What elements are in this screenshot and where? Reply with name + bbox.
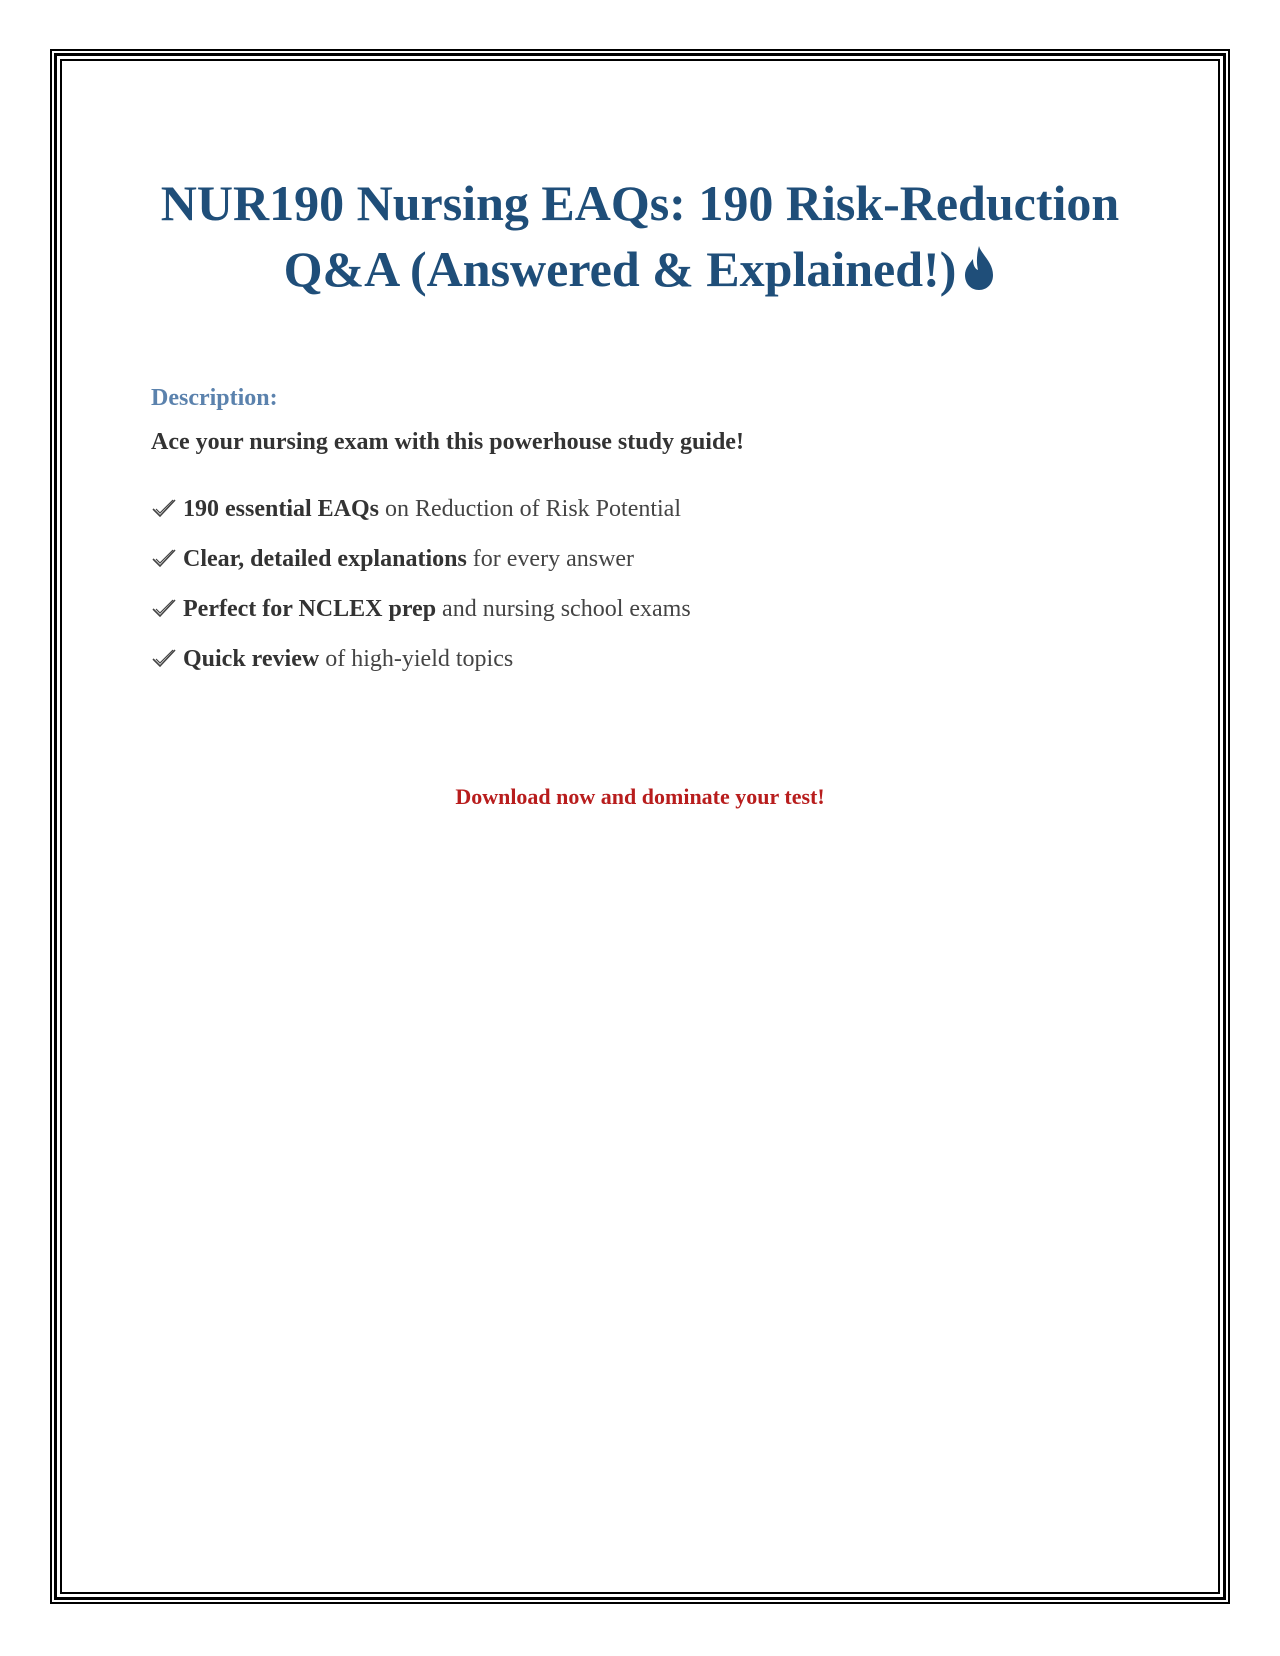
- feature-text: and nursing school exams: [442, 596, 691, 622]
- feature-highlight: Quick review: [183, 646, 320, 672]
- list-item: [151, 644, 691, 694]
- list-item: [151, 594, 691, 644]
- title-line-2: Q&A (Answered & Explained!): [283, 241, 957, 297]
- title-line-1: NUR190 Nursing EAQs: 190 Risk-Reduction: [160, 175, 1120, 231]
- check-mark-icon: [151, 547, 177, 569]
- feature-text: of high-yield topics: [325, 646, 514, 672]
- call-to-action: Download now and dominate your test!: [455, 784, 825, 809]
- feature-highlight: Clear, detailed explanations: [183, 546, 467, 572]
- check-mark-icon: [151, 497, 177, 519]
- feature-text: for every answer: [472, 546, 635, 572]
- list-item: [151, 544, 691, 594]
- check-mark-icon: [151, 647, 177, 669]
- list-item: [151, 494, 691, 544]
- feature-highlight: 190 essential EAQs: [183, 496, 380, 522]
- description-label: Description:: [151, 385, 278, 411]
- check-mark-icon: [151, 597, 177, 619]
- document-title: [100, 170, 1180, 302]
- feature-text: on Reduction of Risk Potential: [385, 496, 681, 522]
- fire-icon: [962, 244, 996, 292]
- intro-text: Ace your nursing exam with this powerhouse study guide!: [151, 429, 744, 455]
- feature-list: [151, 494, 691, 694]
- feature-highlight: Perfect for NCLEX prep: [183, 596, 437, 622]
